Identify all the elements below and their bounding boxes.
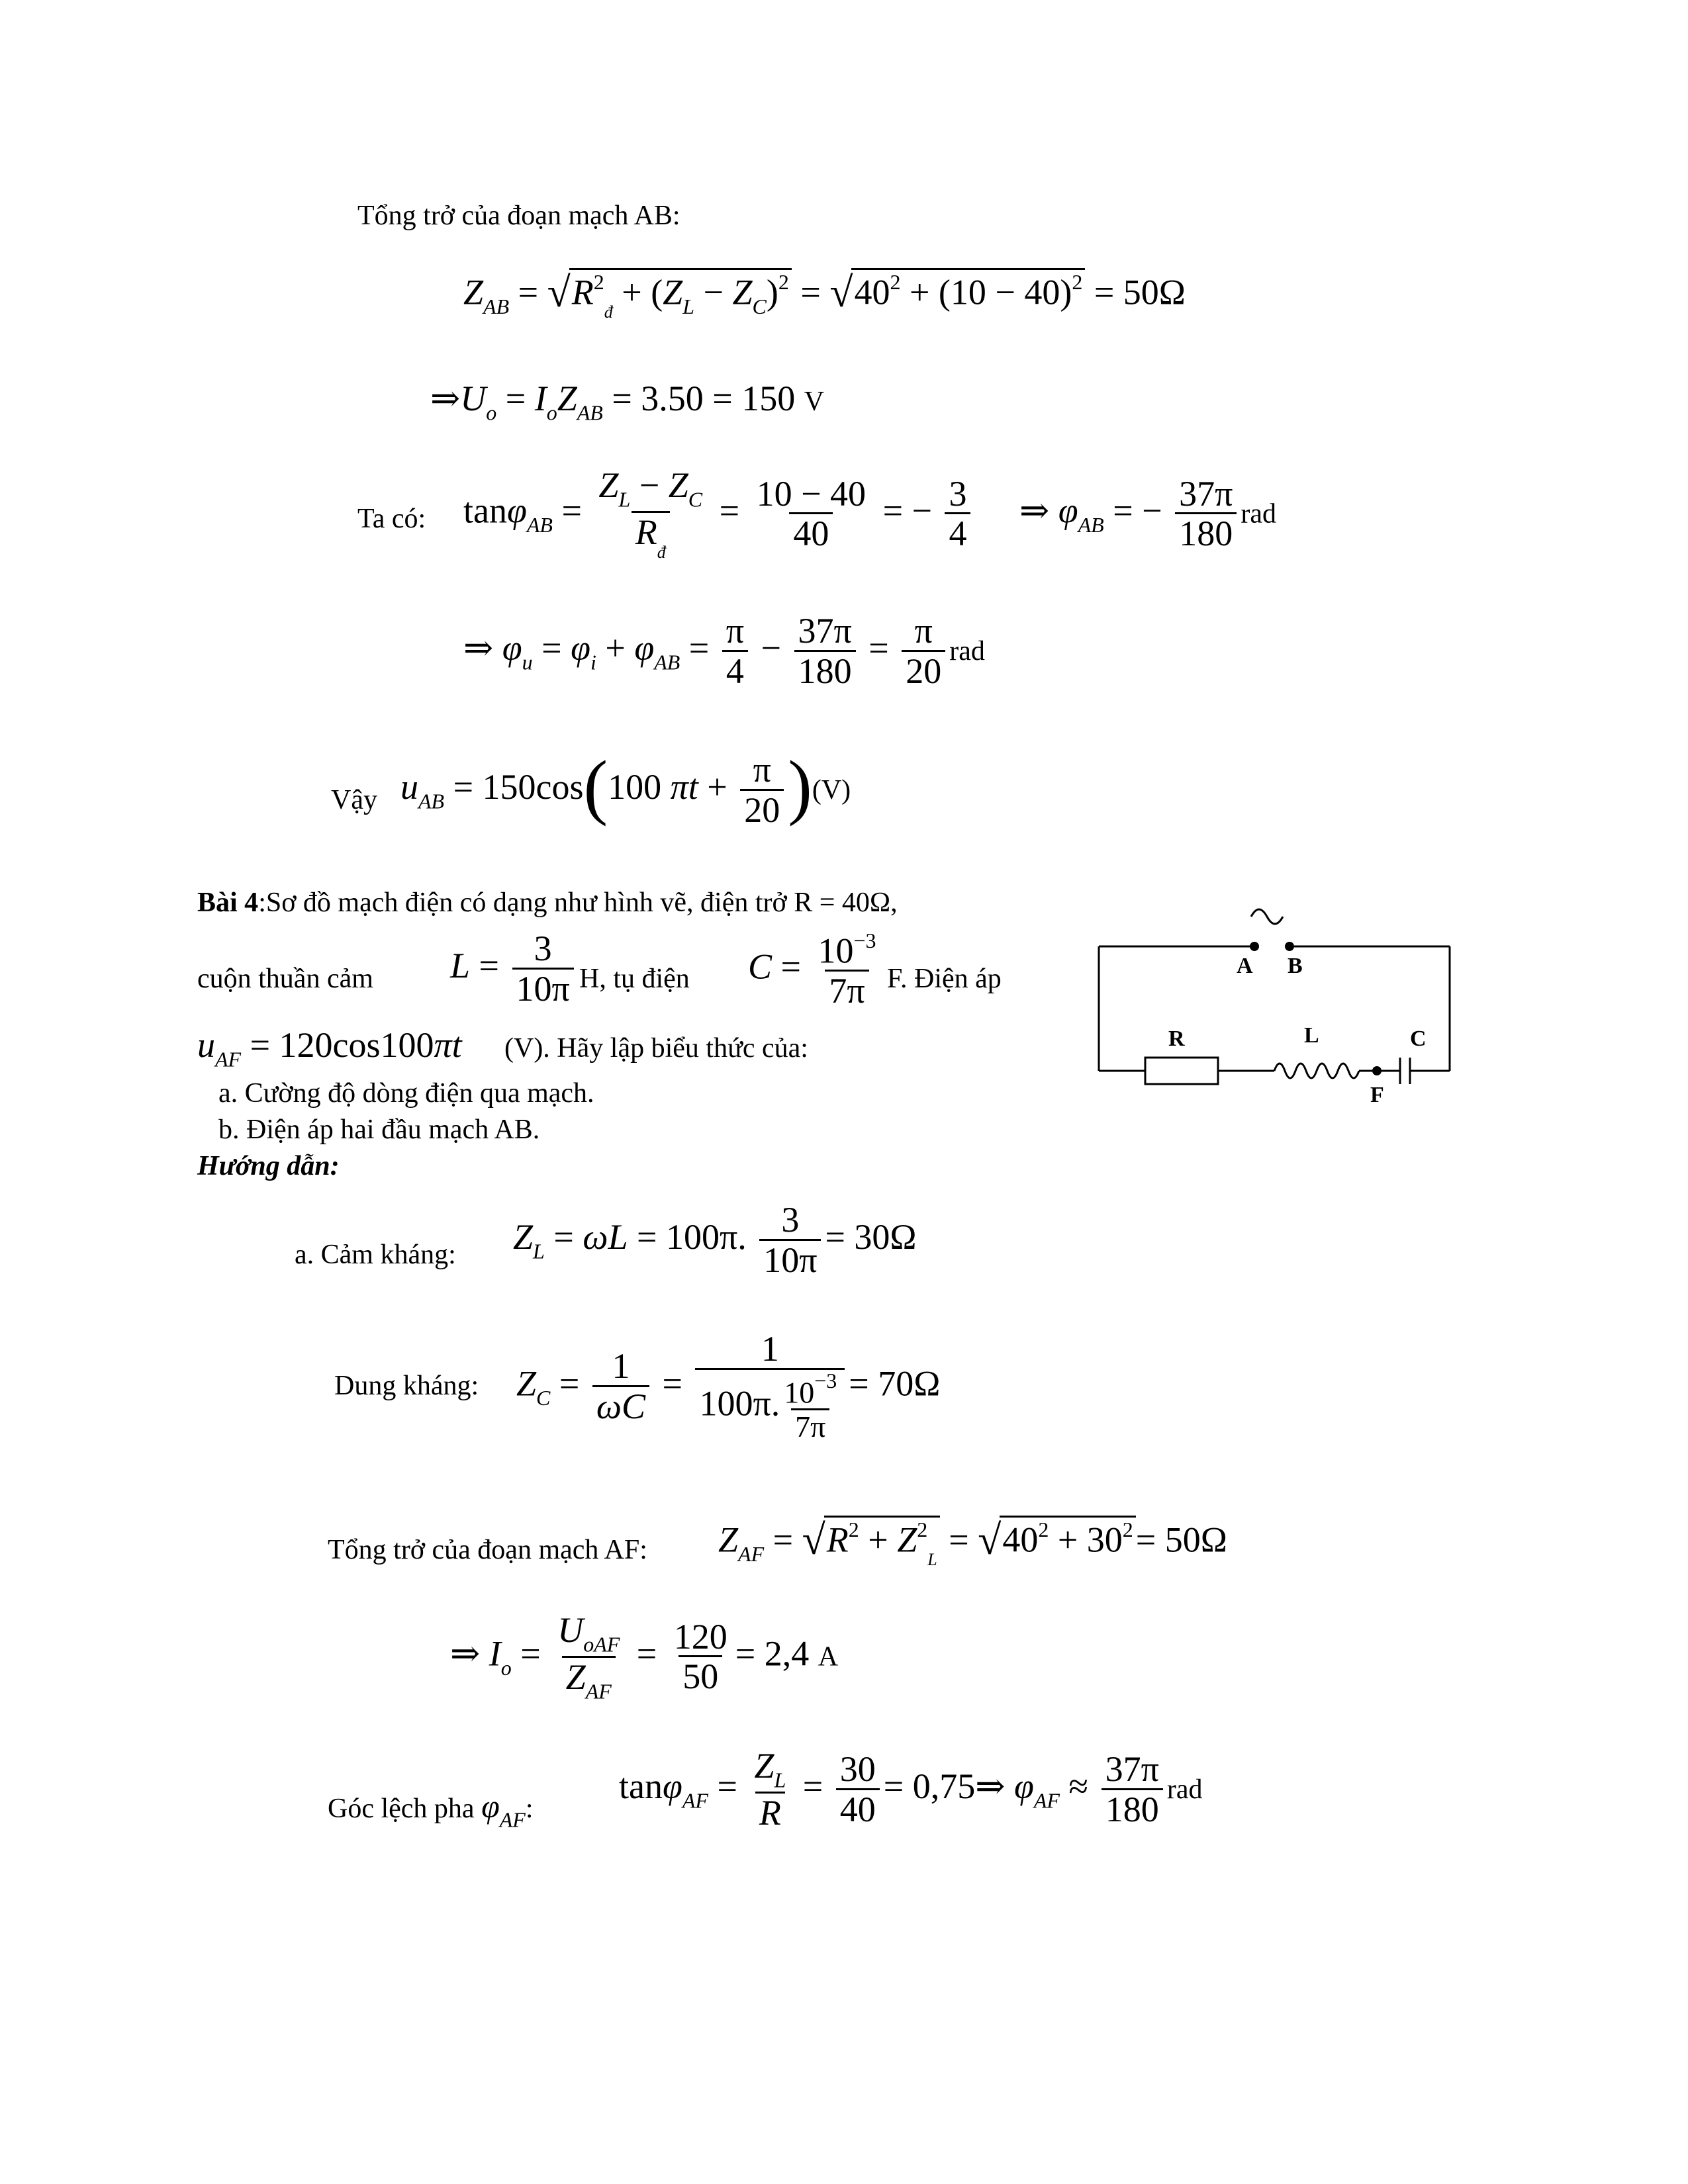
ta-co-label: Ta có: [357, 504, 426, 534]
problem-4-line3: (V). Hãy lập biểu thức của: [504, 1033, 808, 1064]
goc-lech-pha-label: Góc lệch pha $\varphi_{AF}$: [328, 1788, 534, 1832]
equation-phi-u: ⇒ $\varphi_u = \varphi_i + \varphi_{AB}$ = $\frac{\pi}{4}$ − $\frac{37\pi}{180}$ = $\frac{\pi}{20}$ rad [463, 611, 985, 691]
problem-4-line2-a: cuộn thuần cảm [197, 964, 373, 994]
problem-4-text: :Sơ đồ mạch điện có dạng như hình vẽ, điện trở R = 40Ω, [258, 887, 898, 918]
problem-4-heading: Bài 4 [197, 887, 259, 918]
section-ab-title: Tổng trở của đoạn mạch AB: [357, 201, 680, 231]
label-r: R [1168, 1026, 1185, 1051]
resistor-symbol [1145, 1058, 1218, 1084]
problem-4-item-b: b. Điện áp hai đầu mạch AB. [218, 1115, 540, 1145]
label-c: C [1410, 1026, 1427, 1051]
tong-tro-af-label: Tổng trở của đoạn mạch AF: [328, 1535, 647, 1565]
node-f [1372, 1066, 1382, 1075]
equation-tan-phi-ab: tanφ$_{AB}$ = $\frac{Z_L - Z_C}{R_đ}$ = $\frac{10 - 40}{40}$ = − $\frac{3}{4}$ ⇒ $\varphi_{AB}$ = − $\frac{37\pi}{180}$ rad [463, 465, 1277, 562]
label-l: L [1304, 1023, 1319, 1048]
guide-heading: Hướng dẫn: [197, 1151, 340, 1181]
goc-lech-pha-text: Góc lệch pha [328, 1794, 475, 1824]
zc-result: = 70Ω [849, 1363, 941, 1404]
inductor-symbol [1274, 1064, 1359, 1078]
problem-4-line2-c: F. Điện áp [887, 964, 1002, 994]
label-a: A [1237, 954, 1253, 978]
label-b: B [1288, 954, 1303, 978]
equation-l: L = $\frac{3}{10\pi}$ [450, 930, 578, 1009]
equation-tan-phi-af: tanφ$_{AF}$ = $\frac{Z_L}{R}$ = $\frac{30}{40}$ = 0,75⇒ $\varphi_{AF}$ ≈ $\frac{37\pi}{180}$ rad [619, 1746, 1203, 1833]
problem-4-line2-b: H, tụ điện [579, 964, 690, 994]
dung-khang-label: Dung kháng: [334, 1371, 479, 1401]
problem-4-line1 [197, 887, 898, 919]
terminal-b [1285, 942, 1294, 951]
io-value: = 2,4 [735, 1633, 810, 1674]
equation-uo: $\Rightarrow U_o = I_oZ_{AB} = 3.50 = 150$ V [430, 379, 825, 425]
equation-zc: $Z_C$ = $\frac{1}{\omega C}$ = 1 100π. $\frac{10^{-3}}{7\pi}$ = 70Ω [516, 1329, 941, 1444]
terminal-a [1250, 942, 1259, 951]
problem-4-item-a: a. Cường độ dòng điện qua mạch. [218, 1078, 594, 1109]
equation-zaf: $Z_{AF} = √R^2 + Z^2_L = √40^2 + 30^2= 50\Omega$ [718, 1516, 1227, 1570]
label-f: F [1370, 1083, 1384, 1107]
cam-khang-label: a. Cảm kháng: [295, 1240, 456, 1270]
equation-uab: $u_{AB} = 150\cos(100$ πt + $\frac{\pi}{20}$ )(V) [400, 746, 851, 830]
ac-source-symbol [1251, 909, 1283, 924]
equation-uaf: $u_{AF} = 120\cos 100\pi t$ [197, 1025, 462, 1071]
equation-io: ⇒ $I_o$ = $\frac{U_{oAF}}{Z_{AF}}$ = $\frac{120}{50}$ = 2,4 A [450, 1610, 839, 1704]
io-unit: A [818, 1641, 839, 1672]
zaf-result: = 50Ω [1135, 1520, 1227, 1560]
equation-zl: $Z_L = \omega L = 100\pi$. $\frac{3}{10\pi}$ = 30Ω [513, 1200, 917, 1280]
tan-value: = 0,75 [883, 1766, 976, 1807]
vay-label: Vậy [331, 785, 377, 815]
equation-c: C = $\frac{10^{-3}}{7\pi}$ [748, 929, 876, 1011]
circuit-diagram [1086, 900, 1463, 1112]
equation-zab: $Z_{AB} = √R^2_đ + (Z_L - Z_C)^2 = √40^2 + (10 - 40)^2 = 50\Omega$ [463, 269, 1186, 322]
zl-result: = 30Ω [825, 1216, 917, 1257]
goc-colon: : [525, 1794, 534, 1824]
rad-unit: rad [1166, 1774, 1203, 1805]
